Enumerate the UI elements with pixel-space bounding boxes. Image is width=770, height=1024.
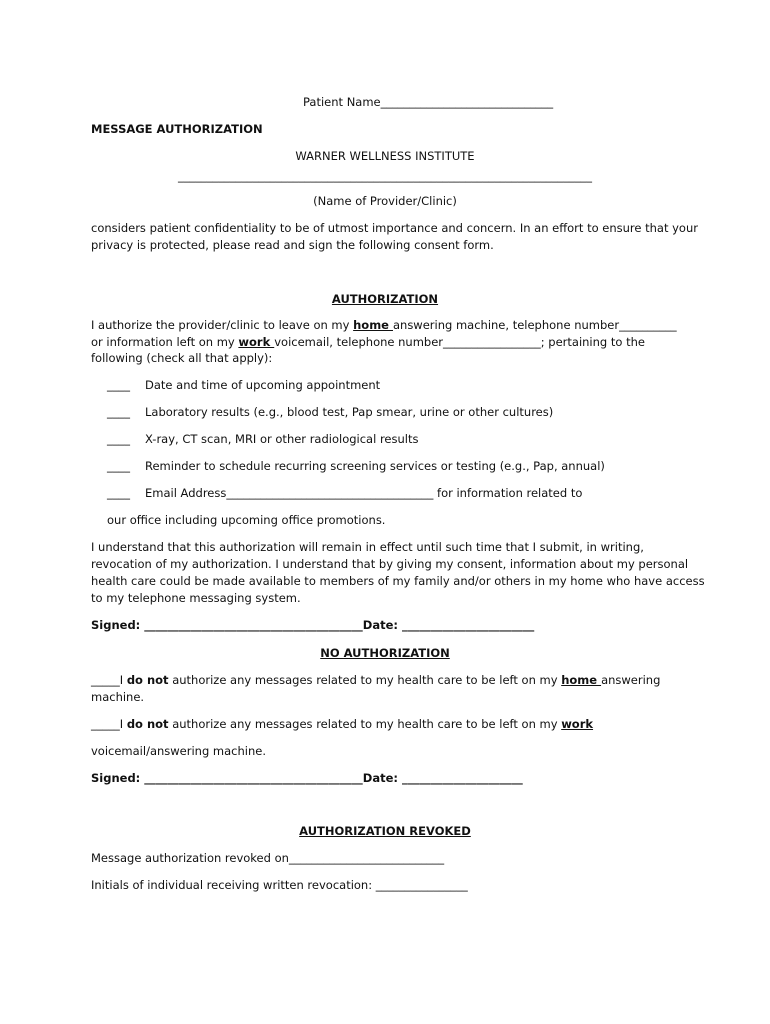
authorization-heading: AUTHORIZATION (331, 292, 439, 306)
text: authorize any messages related to my health care to be left on my (168, 673, 562, 687)
work-emphasis: work (238, 335, 275, 349)
signature-blank[interactable]: ______________________________________ (144, 771, 363, 785)
understand-line-4: to my telephone messaging system. (91, 591, 301, 605)
no-auth-work-cont: voicemail/answering machine. (91, 744, 266, 758)
no-auth-signature-row (91, 770, 523, 786)
no-auth-work-line (91, 716, 593, 732)
text: or information left on my (91, 335, 239, 349)
understand-line-1: I understand that this authorization will remain in effect until such time that I submit, in writing, (91, 540, 644, 554)
do-not-emphasis: do not (126, 717, 169, 731)
work-phone-blank[interactable]: voicemail, telephone number_________________; pertaining to the (274, 335, 645, 349)
doc-title: MESSAGE AUTHORIZATION (91, 122, 263, 136)
checkbox-blank[interactable]: ____ (107, 432, 130, 446)
option-label: Reminder to schedule recurring screening services or testing (e.g., Pap, annual) (145, 459, 605, 473)
option-email (107, 485, 582, 501)
checkbox-blank[interactable]: ____ (107, 378, 130, 392)
text: authorize any messages related to my health care to be left on my (168, 717, 562, 731)
signed-label: Signed: (91, 618, 145, 632)
authorization-line-1 (91, 317, 677, 333)
understand-line-3: health care could be made available to members of my family and/or others in my home who have access (91, 574, 705, 588)
no-auth-home-cont: machine. (91, 690, 145, 704)
option-label: Date and time of upcoming appointment (145, 378, 381, 392)
home-emphasis: home (353, 318, 393, 332)
no-auth-home-line (91, 672, 660, 688)
no-auth-work-blank[interactable]: _____ (91, 717, 120, 731)
patient-name-label: Patient Name (303, 95, 381, 109)
authorization-line-2 (91, 334, 645, 350)
intro-line-2: privacy is protected, please read and sign the following consent form. (91, 238, 494, 252)
option-radiology (107, 431, 418, 447)
work-emphasis: work (561, 717, 594, 731)
signature-blank[interactable]: ______________________________________ (144, 618, 363, 632)
text: I (119, 717, 127, 731)
text: I authorize the provider/clinic to leave on my (91, 318, 354, 332)
email-address-blank[interactable]: Email Address____________________________________ for information related to (145, 486, 583, 500)
option-appointment (107, 377, 380, 393)
date-blank[interactable]: _______________________ (402, 618, 535, 632)
revoked-date-line[interactable]: Message authorization revoked on___________________________ (91, 851, 445, 865)
date-label: Date: (362, 771, 402, 785)
do-not-emphasis: do not (126, 673, 169, 687)
intro-line-1: considers patient confidentiality to be of utmost importance and concern. In an effort to ensure that your (91, 221, 698, 235)
authorization-line-3: following (check all that apply): (91, 351, 273, 365)
text: I (119, 673, 127, 687)
checkbox-blank[interactable]: ____ (107, 486, 130, 500)
checkbox-blank[interactable]: ____ (107, 405, 130, 419)
signed-label: Signed: (91, 771, 145, 785)
revoked-heading: AUTHORIZATION REVOKED (299, 824, 471, 838)
email-continuation: our office including upcoming office promotions. (107, 513, 386, 527)
home-emphasis: home (561, 673, 602, 687)
home-phone-blank[interactable]: answering machine, telephone number__________ (392, 318, 677, 332)
provider-blank[interactable]: ________________________________________________________________________ (178, 169, 592, 183)
no-authorization-heading: NO AUTHORIZATION (320, 646, 450, 660)
option-label: X-ray, CT scan, MRI or other radiological results (145, 432, 419, 446)
checkbox-blank[interactable]: ____ (107, 459, 130, 473)
revoked-initials-line[interactable]: Initials of individual receiving written revocation: ________________ (91, 878, 468, 892)
authorization-signature-row (91, 617, 534, 633)
option-screening-reminder (107, 458, 605, 474)
option-label: Laboratory results (e.g., blood test, Pap smear, urine or other cultures) (145, 405, 554, 419)
text: answering (601, 673, 661, 687)
date-label: Date: (362, 618, 402, 632)
no-auth-home-blank[interactable]: _____ (91, 673, 120, 687)
provider-caption: (Name of Provider/Clinic) (313, 194, 457, 208)
date-blank[interactable]: _____________________ (402, 771, 523, 785)
patient-name-field (303, 94, 553, 110)
understand-line-2: revocation of my authorization. I understand that by giving my consent, information about my personal (91, 557, 689, 571)
institute-name: WARNER WELLNESS INSTITUTE (295, 149, 475, 163)
patient-name-blank[interactable]: ______________________________ (380, 95, 554, 109)
option-lab-results (107, 404, 553, 420)
